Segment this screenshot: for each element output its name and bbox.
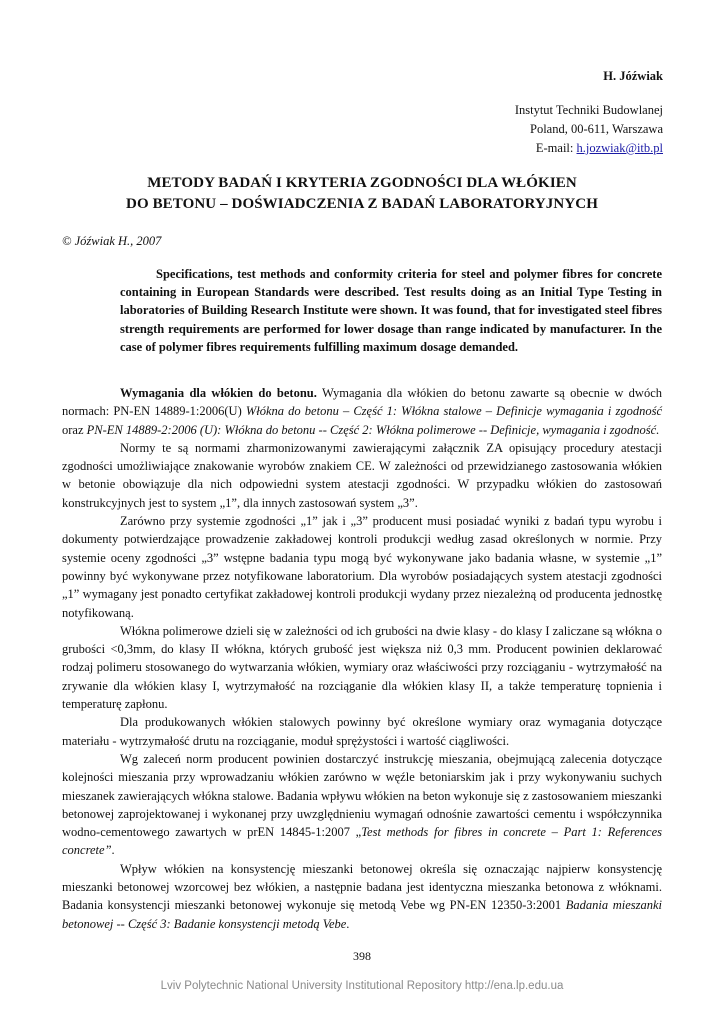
paragraph-1: Wymagania dla włókien do betonu. Wymagania dla włókien do betonu zawarte są obecnie w dwóch normach: PN-EN 14889-1:2006(U) Włókna do betonu – Część 1: Włókna stalowe – Definicje wymagania i zgodność oraz PN-EN 14889-2:2006 (U): Włókna do betonu -- Część 2: Włókna polimerowe -- Definicje, wymagania i zgodność. <box>62 386 662 437</box>
section-lead: Wymagania dla włókien do betonu. <box>120 386 317 400</box>
institution-address: Poland, 00-611, Warszawa <box>530 122 663 136</box>
paragraph-2: Normy te są normami zharmonizowanymi zawierającymi załącznik ZA opisujący procedury atestacji zgodności umożliwiające znakowanie wyrobów znakiem CE. W zależności od przewidzianego zastosowania włókien w betonie obowiązuje dla nich odpowiedni system atestacji zgodności. W przypadku włókien do zastosowań konstrukcyjnych jest to system „1”, dla innych zastosowań system „3”. <box>62 440 662 510</box>
paragraph-3: Zarówno przy systemie zgodności „1” jak i „3” producent musi posiadać wyniki z badań typu wyrobu i dokumenty potwierdzające prowadzenie zakładowej kontroli produkcji według zasad określonych w normie. Przy systemie oceny zgodności „3” wstępne badania typu mogą być wykonywane jako badania własne, w systemie „1” powinny być wykonywane przez notyfikowane laboratorium. Dla wyrobów posiadających system atestacji zgodności „1” wymagany jest ponadto certyfikat zakładowej kontroli produkcji wydany przez niezależną od producenta jednostkę notyfikowaną. <box>62 514 662 620</box>
institution-name: Instytut Techniki Budowlanej <box>514 103 663 117</box>
abstract <box>120 265 662 356</box>
repository-footer: Lviv Polytechnic National University Institutional Repository http://ena.lp.edu.ua <box>160 980 564 992</box>
paragraph-7: Wpływ włókien na konsystencję mieszanki betonowej określa się oznaczając najpierw konsystencję mieszanki betonowej wzorcowej bez włókien, a następnie badana jest identyczna mieszanka betonowa z włóknami. Badania konsystencji mieszanki betonowej wykonuje się metodą Vebe wg PN-EN 12350-3:2001 Badania mieszanki betonowej -- Część 3: Badanie konsystencji metodą Vebe. <box>62 861 662 931</box>
email-label: E-mail: <box>535 141 577 155</box>
paragraph-5: Dla produkowanych włókien stalowych powinny być określone wymiary oraz wymagania dotyczące materiału - wytrzymałość drutu na rozciąganie, moduł sprężystości i wartość ciągliwości. <box>62 715 662 748</box>
email-link[interactable]: h.jozwiak@itb.pl <box>576 141 663 155</box>
affiliation-block <box>515 101 663 158</box>
copyright-line: © Jóźwiak H., 2007 <box>62 234 162 248</box>
paper-title <box>62 173 662 215</box>
paragraph-4: Włókna polimerowe dzieli się w zależności od ich grubości na dwie klasy - do klasy I zaliczane są włókna o grubości <0,3mm, do klasy II włókna, których grubość jest większa niż 0,3 mm. Producent powinien deklarować rodzaj polimeru stosowanego do wytwarzania włókien, wymiary oraz właściwości przy rozciąganiu - wytrzymałość na zrywanie dla włókien klasy I, wytrzymałość na rozciąganie dla włókien klasy II, a także temperaturę topnienia i temperaturę zapłonu. <box>62 623 662 712</box>
author-name: H. Jóźwiak <box>603 69 663 83</box>
page-number: 398 <box>353 949 371 963</box>
paragraph-6: Wg zaleceń norm producent powinien dostarczyć instrukcję mieszania, obejmującą zalecenia dotyczące kolejności mieszania przy wprowadzaniu włókien zarówno w węźle betoniarskim jak i przy wykonywaniu suchych mieszanek zawierających włókna stalowe. Badania wpływu włókien na beton wykonuje się z zastosowaniem mieszanki betonowej zaprojektowanej i wykonanej przy uwzględnieniu wymagań odnośnie zawartości cementu i współczynnika wodno-cementowego zawartych w prEN 14845-1:2007 „Test methods for fibres in concrete – Part 1: References concrete”. <box>62 751 662 858</box>
email-line <box>515 139 663 158</box>
title-line-1: METODY BADAŃ I KRYTERIA ZGODNOŚCI DLA WŁÓKIEN <box>147 175 577 191</box>
body-text <box>62 384 662 933</box>
title-line-2: DO BETONU – DOŚWIADCZENIA Z BADAŃ LABORATORYJNYCH <box>126 196 598 212</box>
abstract-text: Specifications, test methods and conformity criteria for steel and polymer fibres for concrete containing in European Standards were described. Test results doing as an Initial Type Testing in laboratories of Building Research Institute were shown. It was found, that for investigated steel fibres strength requirements are performed for lower dosage than range indicated by manufacturer. In the case of polymer fibres requirements fulfilling maximum dosage demanded. <box>120 267 662 354</box>
